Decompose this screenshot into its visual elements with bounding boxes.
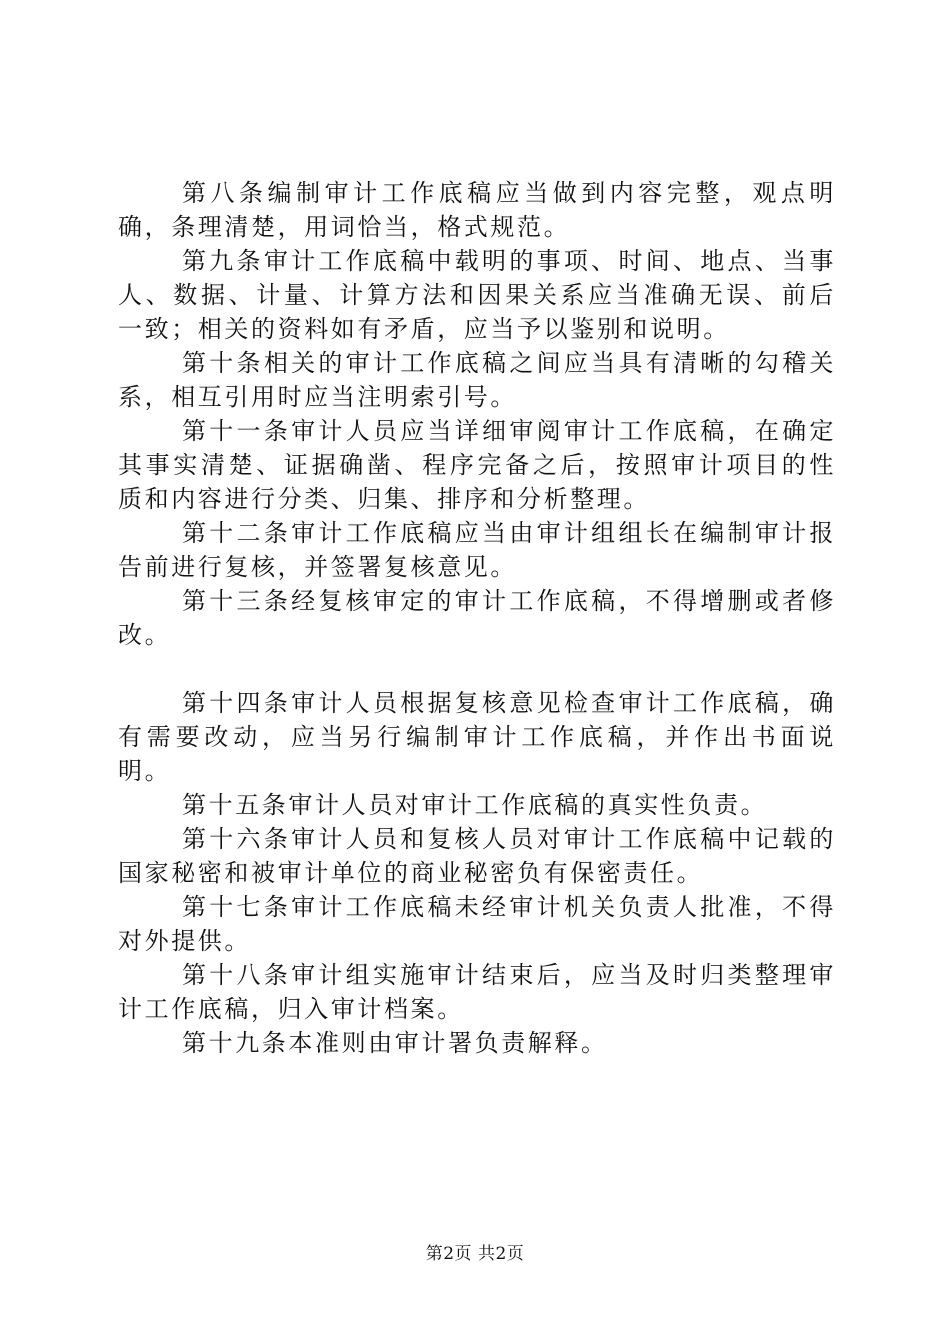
article-12-paragraph: 第十二条审计工作底稿应当由审计组组长在编制审计报告前进行复核，并签署复核意见。 (118, 519, 836, 581)
article-14-paragraph: 第十四条审计人员根据复核意见检查审计工作底稿，确有需要改动，应当另行编制审计工作底稿，并作出书面说明。 (118, 689, 836, 785)
article-17-paragraph: 第十七条审计工作底稿未经审计机关负责人批准，不得对外提供。 (118, 893, 836, 955)
article-9-paragraph: 第九条审计工作底稿中载明的事项、时间、地点、当事人、数据、计量、计算方法和因果关系应当准确无误、前后一致；相关的资料如有矛盾，应当予以鉴别和说明。 (118, 247, 836, 343)
article-18-paragraph: 第十八条审计组实施审计结束后，应当及时归类整理审计工作底稿，归入审计档案。 (118, 961, 836, 1023)
document-body (118, 176, 836, 1060)
page-number-footer: 第2页 共2页 (425, 1244, 525, 1264)
article-10-paragraph: 第十条相关的审计工作底稿之间应当具有清晰的勾稽关系，相互引用时应当注明索引号。 (118, 349, 836, 411)
article-13-paragraph: 第十三条经复核审定的审计工作底稿，不得增删或者修改。 (118, 587, 836, 649)
article-8-paragraph: 第八条编制审计工作底稿应当做到内容完整，观点明确，条理清楚，用词恰当，格式规范。 (118, 179, 836, 241)
article-11-paragraph: 第十一条审计人员应当详细审阅审计工作底稿，在确定其事实清楚、证据确凿、程序完备之后，按照审计项目的性质和内容进行分类、归集、排序和分析整理。 (118, 417, 836, 513)
article-15-paragraph: 第十五条审计人员对审计工作底稿的真实性负责。 (182, 791, 768, 819)
article-16-paragraph: 第十六条审计人员和复核人员对审计工作底稿中记载的国家秘密和被审计单位的商业秘密负有保密责任。 (118, 825, 836, 887)
article-19-paragraph: 第十九条本准则由审计署负责解释。 (182, 1029, 608, 1057)
